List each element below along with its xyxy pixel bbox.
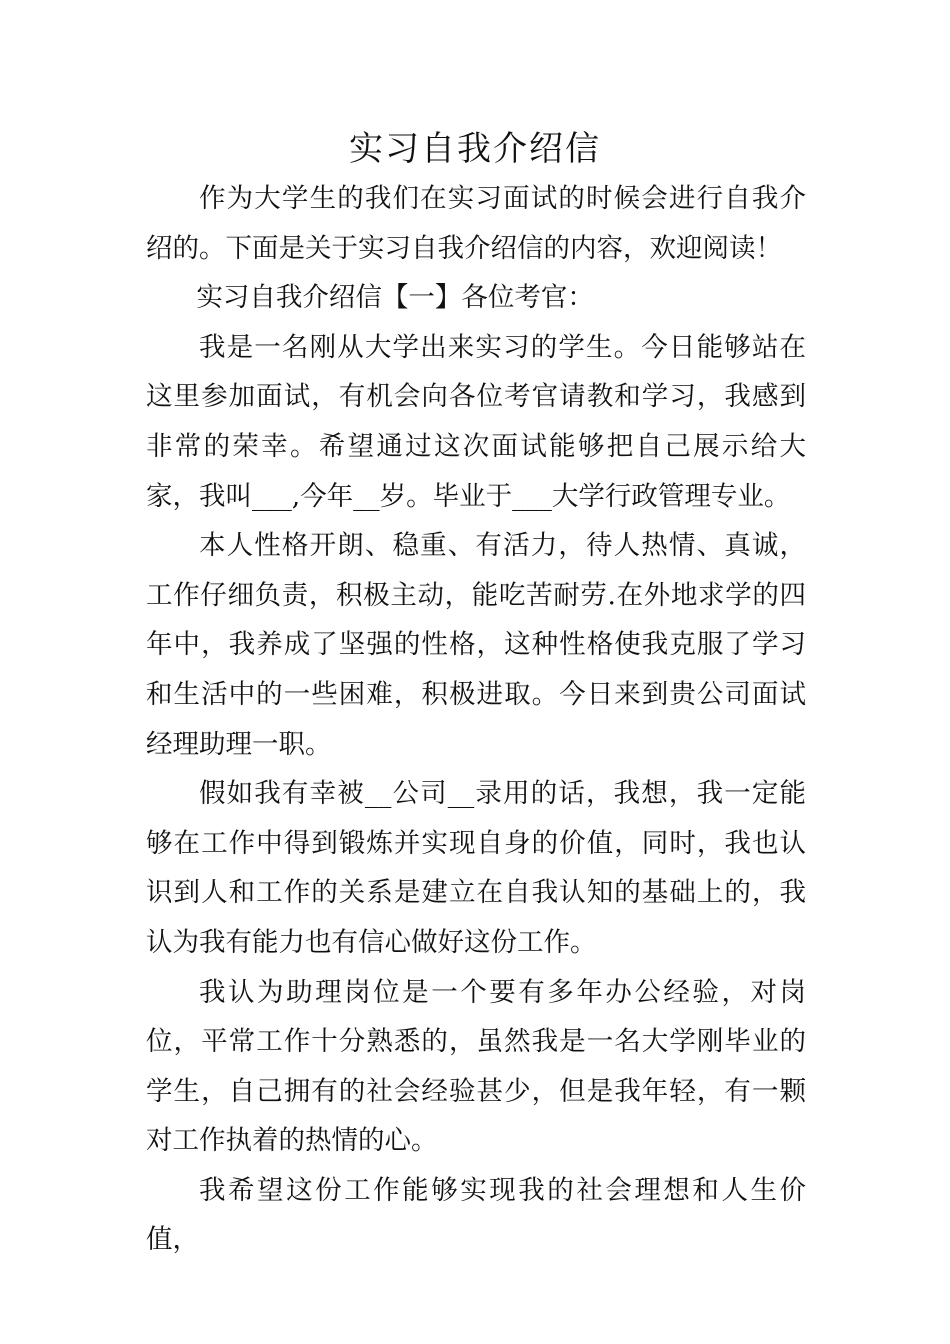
body-paragraph-role: 我认为助理岗位是一个要有多年办公经验，对岗位，平常工作十分熟悉的，虽然我是一名大学刚毕业的学生，自己拥有的社会经验甚少，但是我年轻，有一颗对工作执着的热情的心。: [146, 976, 806, 1157]
letter-heading: 实习自我介绍信【一】各位考官：: [196, 282, 594, 314]
document-title: 实习自我介绍信: [349, 129, 601, 169]
body-paragraph-hope: 我希望这份工作能够实现我的社会理想和人生价值，: [146, 1174, 806, 1256]
document-body: [146, 174, 806, 1265]
body-paragraph-hire: 假如我有幸被__公司__录用的话，我想，我一定能够在工作中得到锻炼并实现自身的价值，同时，我也认识到人和工作的关系是建立在自我认知的基础上的，我认为我有能力也有信心做好这份工作。: [146, 778, 806, 958]
body-paragraph-self-intro: 我是一名刚从大学出来实习的学生。今日能够站在这里参加面试，有机会向各位考官请教和学习，我感到非常的荣幸。希望通过这次面试能够把自己展示给大家，我叫___,今年__岁。毕业于___大学行政管理专业。: [146, 331, 806, 512]
intro-paragraph: 作为大学生的我们在实习面试的时候会进行自我介绍的。下面是关于实习自我介绍信的内容，欢迎阅读！: [146, 183, 806, 264]
body-paragraph-personality: 本人性格开朗、稳重、有活力，待人热情、真诚，工作仔细负责，积极主动，能吃苦耐劳.在外地求学的四年中，我养成了坚强的性格，这种性格使我克服了学习和生活中的一些困难，积极进取。今日来到贵公司面试经理助理一职。: [146, 530, 806, 760]
